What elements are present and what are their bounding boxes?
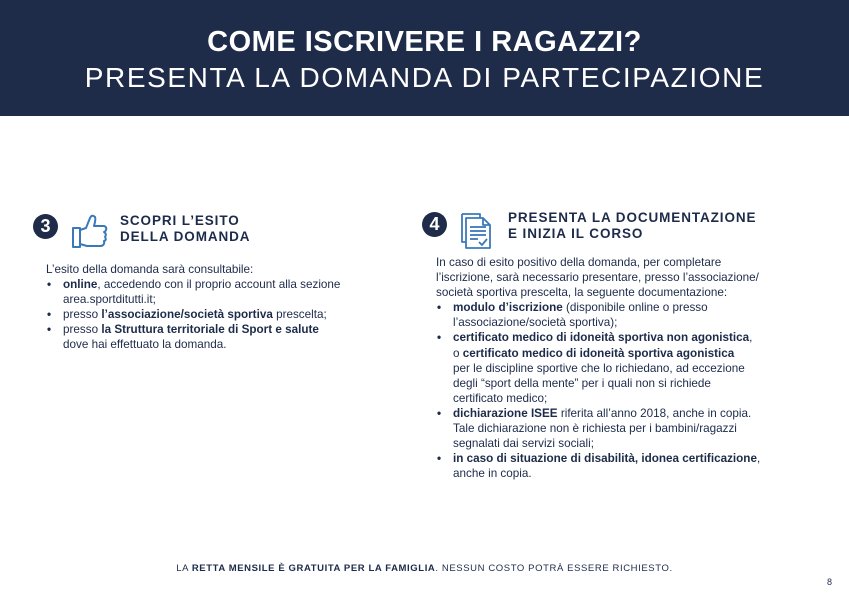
list-item: • in caso di situazione di disabilità, idonea certificazione, anche in copia. bbox=[436, 451, 760, 481]
page-subtitle: PRESENTA LA DOMANDA DI PARTECIPAZIONE bbox=[84, 62, 765, 93]
step-4-intro-line: In caso di esito positivo della domanda, per completare bbox=[436, 256, 722, 269]
list-item: • presso l’associazione/società sportiva prescelta; bbox=[46, 307, 340, 322]
page-number: 8 bbox=[826, 577, 832, 587]
list-item: • dichiarazione ISEE riferita all’anno 2018, anche in copia. Tale dichiarazione non è richiesta per i bambini/ragazzi segnalati dai servizi sociali; bbox=[436, 406, 760, 451]
list-item: • presso la Struttura territoriale di Sport e salute dove hai effettuato la domanda. bbox=[46, 322, 340, 352]
step-4-intro-line: l’iscrizione, sarà necessario presentare, presso l’associazione/ bbox=[436, 271, 759, 285]
list-item: • online, accedendo con il proprio account alla sezione area.sportditutti.it; bbox=[46, 277, 340, 307]
step-3-intro: L’esito della domanda sarà consultabile: bbox=[46, 263, 254, 276]
step-3-number-badge: 3 bbox=[33, 214, 58, 239]
step-4-title: PRESENTA LA DOCUMENTAZIONE E INIZIA IL CORSO bbox=[508, 210, 757, 241]
thumbs-up-icon bbox=[70, 212, 108, 255]
list-item: • modulo d’iscrizione (disponibile online o presso l’associazione/società sportiva); bbox=[436, 300, 760, 330]
list-item: • certificato medico di idoneità sportiva non agonistica, o certificato medico di idoneità sportiva agonistica per le discipline sportive che lo richiedano, ad eccezione degli “sport della mente” per i quali non si richiede certificato medico; bbox=[436, 330, 760, 405]
documents-icon bbox=[458, 210, 494, 255]
step-4-body bbox=[436, 255, 760, 481]
step-4-intro-line: società sportiva prescelta, la seguente documentazione: bbox=[436, 286, 728, 300]
footer-note: LA RETTA MENSILE È GRATUITA PER LA FAMIGLIA. NESSUN COSTO POTRÀ ESSERE RICHIESTO. bbox=[176, 563, 673, 574]
page-title: COME ISCRIVERE I RAGAZZI? bbox=[207, 26, 642, 58]
step-3-body bbox=[46, 262, 340, 353]
step-3-title: SCOPRI L’ESITO DELLA DOMANDA bbox=[120, 213, 251, 244]
header-banner bbox=[0, 0, 849, 116]
step-4-number-badge: 4 bbox=[422, 212, 447, 237]
